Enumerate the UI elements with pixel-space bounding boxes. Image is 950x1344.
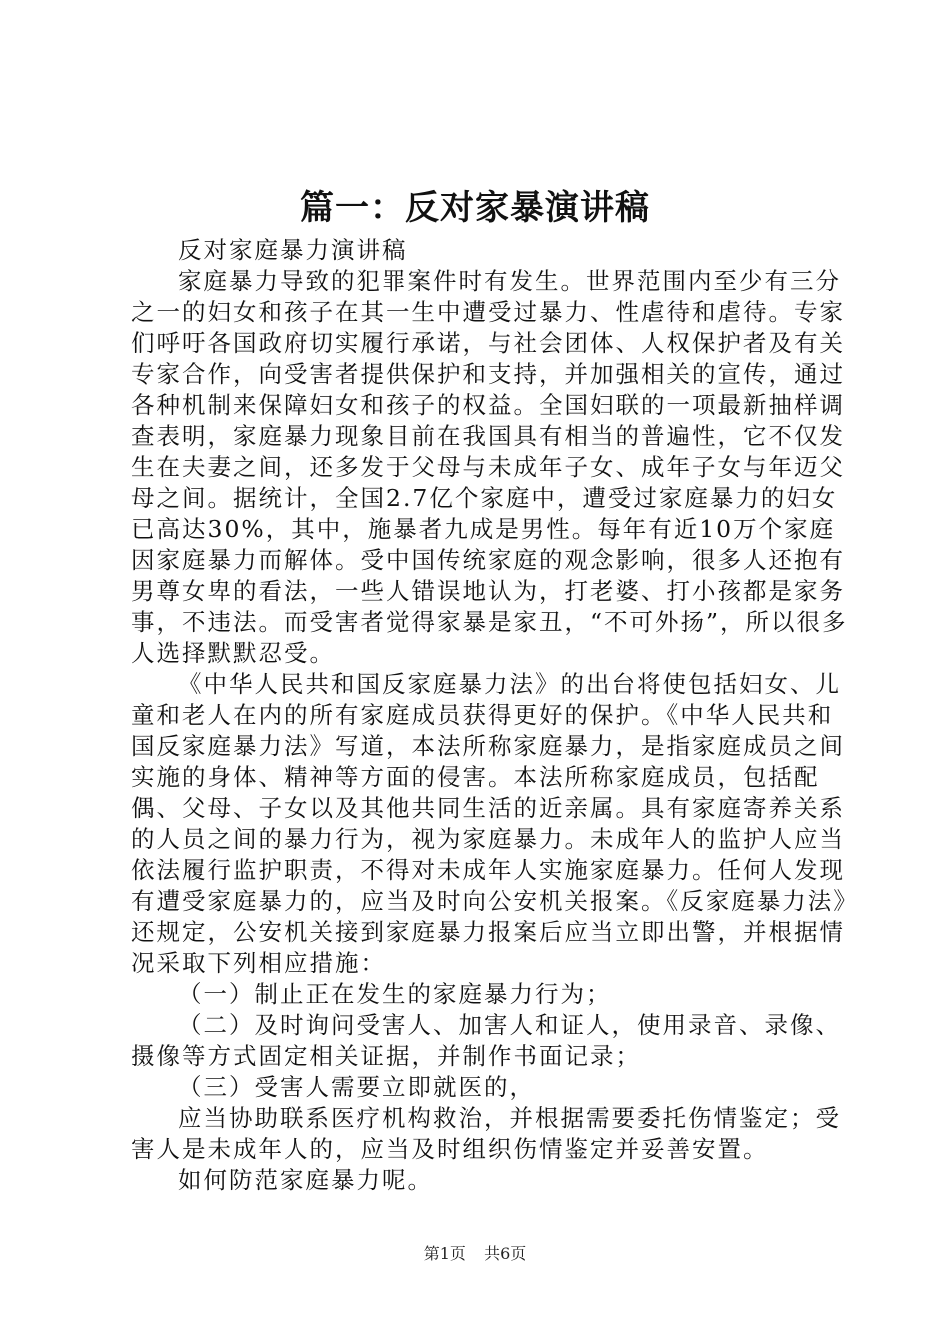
page-footer [0, 1244, 950, 1264]
page-number: 第1页 [423, 1244, 466, 1263]
paragraph-question: 如何防范家庭暴力呢。 [178, 1166, 433, 1194]
paragraph-subtitle: 反对家庭暴力演讲稿 [178, 236, 408, 264]
page-total: 共6页 [484, 1244, 527, 1263]
paragraph-law: 《中华人民共和国反家庭暴力法》的出台将使包括妇女、儿童和老人在内的所有家庭成员获得更好的保护。《中华人民共和国反家庭暴力法》写道，本法所称家庭暴力，是指家庭成员之间实施的身体、精神等方面的侵害。本法所称家庭成员，包括配偶、父母、子女以及其他共同生活的近亲属。具有家庭寄养关系的人员之间的暴力行为，视为家庭暴力。未成年人的监护人应当依法履行监护职责，不得对未成年人实施家庭暴力。任何人发现有遭受家庭暴力的，应当及时向公安机关报案。《反家庭暴力法》还规定，公安机关接到家庭暴力报案后应当立即出警，并根据情况采取下列相应措施： [131, 670, 847, 977]
document-body [131, 235, 851, 1196]
paragraph-measure-1: （一）制止正在发生的家庭暴力行为； [178, 980, 612, 1008]
paragraph-intro: 家庭暴力导致的犯罪案件时有发生。世界范围内至少有三分之一的妇女和孩子在其一生中遭受过暴力、性虐待和虐待。专家们呼吁各国政府切实履行承诺，与社会团体、人权保护者及有关专家合作，向受害者提供保护和支持，并加强相关的宣传，通过各种机制来保障妇女和孩子的权益。全国妇联的一项最新抽样调查表明，家庭暴力现象目前在我国具有相当的普遍性，它不仅发生在夫妻之间，还多发于父母与未成年子女、成年子女与年迈父母之间。据统计，全国2.7亿个家庭中，遭受过家庭暴力的妇女已高达30%，其中，施暴者九成是男性。每年有近10万个家庭因家庭暴力而解体。受中国传统家庭的观念影响，很多人还抱有男尊女卑的看法，一些人错误地认为，打老婆、打小孩都是家务事，不违法。而受害者觉得家暴是家丑，“不可外扬”，所以很多人选择默默忍受。 [131, 267, 848, 667]
document-title: 篇一：反对家暴演讲稿 [300, 188, 650, 228]
paragraph-measure-3-cont: 应当协助联系医疗机构救治，并根据需要委托伤情鉴定；受害人是未成年人的，应当及时组织伤情鉴定并妥善安置。 [131, 1104, 841, 1163]
paragraph-measure-3: （三）受害人需要立即就医的， [178, 1073, 535, 1101]
paragraph-measure-2: （二）及时询问受害人、加害人和证人，使用录音、录像、摄像等方式固定相关证据，并制作书面记录； [131, 1011, 841, 1070]
